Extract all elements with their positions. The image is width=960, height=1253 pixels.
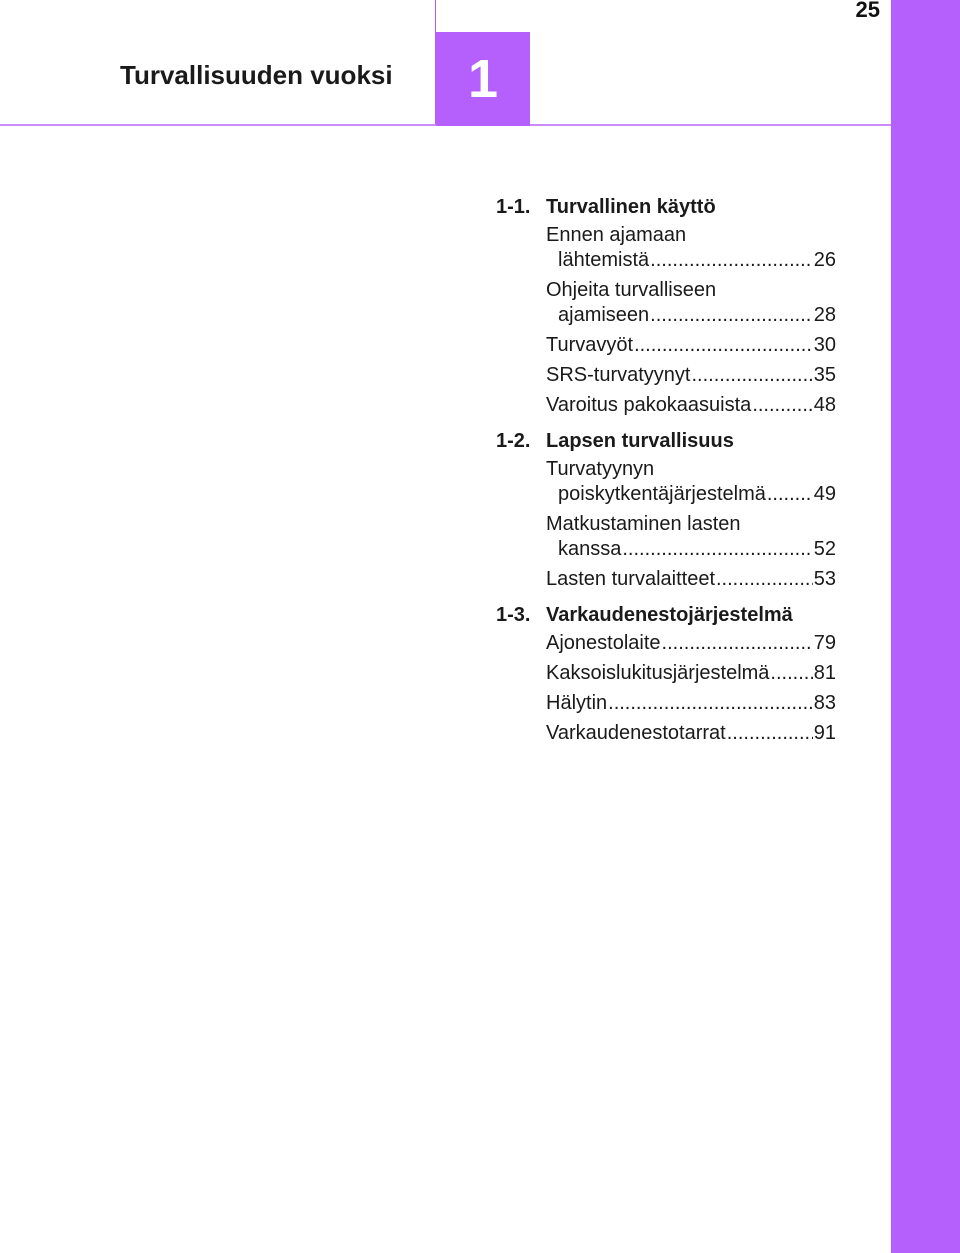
toc-leader-dots — [767, 482, 813, 507]
toc-section-title: Lapsen turvallisuus — [546, 430, 734, 452]
chapter-number-box: 1 — [436, 32, 530, 126]
toc-page-number: 30 — [813, 334, 836, 356]
toc-section — [496, 600, 836, 746]
page-number: 25 — [855, 0, 880, 22]
toc-section-number: 1-2. — [496, 430, 531, 452]
table-of-contents — [496, 192, 836, 754]
toc-leader-dots — [608, 691, 813, 716]
toc-entry-title: Hälytin — [546, 692, 608, 714]
toc-entry-title: Turvavyöt — [546, 334, 634, 356]
toc-entry-title-continued: ajamiseen — [558, 304, 650, 326]
toc-entry[interactable] — [546, 567, 836, 592]
toc-section-title: Varkaudenestojärjestelmä — [546, 604, 793, 626]
toc-leader-dots — [622, 537, 812, 562]
toc-entry-title-continued: poiskytkentäjärjestelmä — [558, 483, 766, 505]
toc-entry[interactable] — [546, 661, 836, 686]
toc-entry[interactable] — [546, 691, 836, 716]
toc-entry[interactable] — [546, 278, 836, 328]
toc-section — [496, 192, 836, 418]
toc-entry-title: Matkustaminen lasten — [546, 513, 741, 535]
toc-leader-dots — [716, 567, 813, 592]
toc-page-number: 52 — [813, 538, 836, 560]
toc-entry-title-continued: lähtemistä — [558, 249, 650, 271]
toc-page-number: 28 — [813, 304, 836, 326]
toc-entry-title: Varoitus pakokaasuista — [546, 394, 752, 416]
toc-page-number: 79 — [813, 632, 836, 654]
toc-entry[interactable] — [546, 223, 836, 273]
toc-section-title: Turvallinen käyttö — [546, 196, 716, 218]
toc-page-number: 26 — [813, 249, 836, 271]
toc-entry[interactable] — [546, 631, 836, 656]
toc-entry-title: Lasten turvalaitteet — [546, 568, 715, 590]
chapter-side-tab — [891, 0, 960, 1253]
toc-entry-title: Ajonestolaite — [546, 632, 661, 654]
toc-entry-title: Ennen ajamaan — [546, 224, 687, 246]
toc-entry[interactable] — [546, 333, 836, 358]
toc-entry-title: Varkaudenestotarrat — [546, 722, 726, 744]
toc-page-number: 35 — [813, 364, 836, 386]
toc-entry[interactable] — [546, 457, 836, 507]
toc-leader-dots — [770, 661, 812, 686]
toc-leader-dots — [727, 721, 813, 746]
toc-entry-title: Turvatyynyn — [546, 458, 655, 480]
toc-entry-title: Kaksoislukitusjärjestelmä — [546, 662, 770, 684]
toc-section-heading[interactable] — [496, 192, 836, 223]
toc-section-number: 1-3. — [496, 604, 531, 626]
toc-page-number: 53 — [813, 568, 836, 590]
toc-leader-dots — [650, 248, 813, 273]
toc-section-heading[interactable] — [496, 426, 836, 457]
toc-leader-dots — [662, 631, 813, 656]
toc-entry[interactable] — [546, 363, 836, 388]
toc-page-number: 81 — [813, 662, 836, 684]
toc-entry[interactable] — [546, 721, 836, 746]
toc-page-number: 91 — [813, 722, 836, 744]
toc-section — [496, 426, 836, 592]
toc-leader-dots — [650, 303, 813, 328]
toc-entry[interactable] — [546, 512, 836, 562]
toc-entry-title-continued: kanssa — [558, 538, 622, 560]
toc-entry[interactable] — [546, 393, 836, 418]
toc-section-heading[interactable] — [496, 600, 836, 631]
section-title: Turvallisuuden vuoksi — [120, 60, 393, 90]
toc-section-number: 1-1. — [496, 196, 531, 218]
toc-leader-dots — [752, 393, 812, 418]
toc-entry-title: Ohjeita turvalliseen — [546, 279, 717, 301]
toc-leader-dots — [634, 333, 813, 358]
toc-page-number: 48 — [813, 394, 836, 416]
toc-page-number: 83 — [813, 692, 836, 714]
toc-page-number: 49 — [813, 483, 836, 505]
toc-entry-title: SRS-turvatyynyt — [546, 364, 691, 386]
toc-leader-dots — [691, 363, 812, 388]
